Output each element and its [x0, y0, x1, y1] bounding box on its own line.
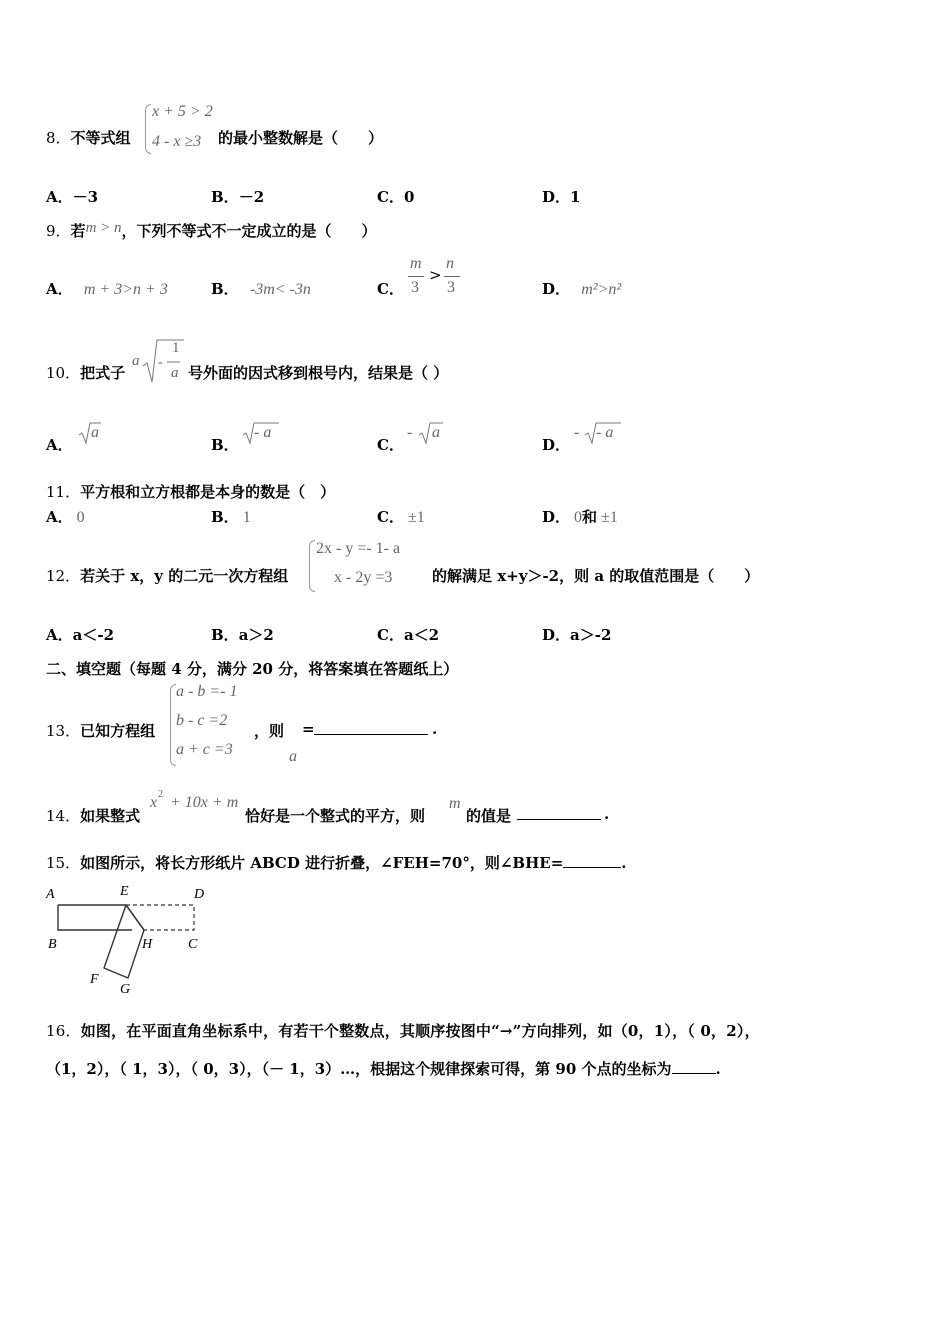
q8-stem	[46, 127, 131, 148]
q14-expr-rest: + 10x + m	[170, 794, 239, 811]
q14-mid: 恰好是一个整式的平方，则	[245, 807, 426, 825]
q8-sys-line1: x + 5 > 2	[152, 103, 213, 120]
q13-sys-line2: b - c =2	[176, 712, 228, 729]
q10-frac-den: a	[171, 365, 179, 381]
q10-d-radicand: - a	[596, 424, 614, 441]
q9-c-op: >	[429, 266, 442, 284]
q9-c-num1: m	[410, 255, 422, 272]
label-e: E	[120, 884, 129, 899]
q13-eq: =	[302, 720, 315, 738]
q10-frac-num: 1	[172, 340, 180, 356]
q12-post: 的解满足 x+y＞-2，则 a 的取值范围是（ ）	[432, 567, 760, 585]
q15-answer-blank[interactable]	[563, 853, 621, 868]
q12-stem: 12．若关于 x，y 的二元一次方程组	[46, 567, 289, 585]
q14-stem: 14．如果整式	[46, 807, 141, 825]
q9-c-den1: 3	[411, 279, 419, 296]
q12-option-d[interactable]: D．a＞-2	[542, 626, 612, 644]
label-c: C	[188, 937, 198, 952]
q10-option-a[interactable]: A．	[46, 436, 73, 454]
q9-option-c-label[interactable]: C．	[377, 280, 404, 298]
q14-expr-sup: 2	[158, 789, 163, 800]
q11-option-d[interactable]: D． 0和 ±1	[542, 508, 618, 526]
label-d: D	[194, 887, 205, 902]
q13-den: a	[289, 748, 297, 765]
q8-option-a[interactable]: A．－3	[46, 188, 99, 206]
q9-c-bar2	[444, 276, 460, 277]
q14-expr-x: x	[150, 794, 158, 811]
q8-option-d[interactable]: D．1	[542, 188, 581, 206]
q16-line2: （1，2），（ 1，3），（ 0，3），（－ 1，3）…，根据这个规律探索可得，第 90 个点的坐标为 .	[46, 1060, 721, 1078]
q8-brace	[145, 104, 151, 154]
q9-option-a[interactable]: A． m + 3>n + 3	[46, 280, 168, 298]
q14-post: 的值是	[466, 807, 512, 825]
label-b: B	[48, 937, 57, 952]
q14-var: m	[449, 795, 461, 812]
q10-option-c[interactable]: C．	[377, 436, 404, 454]
q13-end: .	[432, 720, 438, 738]
q13-sys-line1: a - b =- 1	[176, 683, 238, 700]
q16-line1: 16．如图，在平面直角坐标系中，有若干个整数点，其顺序按图中“→”方向排列，如（0，1），（ 0，2），	[46, 1022, 760, 1040]
q9-c-bar1	[408, 276, 424, 277]
q13-sys-line3: a + c =3	[176, 741, 233, 758]
q10-a-radicand: a	[91, 424, 99, 441]
q10-b-radicand: - a	[254, 424, 272, 441]
section-2-title: 二、填空题（每题 4 分，满分 20 分，将答案填在答题纸上）	[46, 660, 459, 678]
q8-number: 8．	[46, 129, 71, 147]
q13-stem: 13．已知方程组	[46, 722, 156, 740]
label-h: H	[142, 937, 153, 952]
q10-post: 号外面的因式移到根号内，结果是（ ）	[188, 364, 449, 382]
q8-pre: 不等式组	[70, 129, 131, 147]
q10-option-d[interactable]: D．	[542, 436, 571, 454]
q8-sys-line2: 4 - x ≥3	[152, 133, 202, 150]
q8-option-c[interactable]: C．0	[377, 188, 415, 206]
q10-c-radicand: a	[432, 424, 440, 441]
q10-option-b[interactable]: B．	[211, 436, 239, 454]
q13-answer-blank[interactable]	[314, 720, 428, 735]
label-g: G	[120, 982, 131, 997]
q10-c-radical-icon	[418, 421, 444, 445]
q9-c-num2: n	[446, 255, 454, 272]
q12-sys-line2: x - 2y =3	[334, 569, 393, 586]
q11-option-b[interactable]: B． 1	[211, 508, 251, 526]
q8-post: 的最小整数解是（ ）	[218, 129, 384, 147]
q10-sign: -	[158, 355, 163, 370]
folded-flap	[104, 905, 144, 978]
q12-option-a[interactable]: A．a＜-2	[46, 626, 115, 644]
q10-d-sign: -	[574, 424, 580, 441]
q14-end: .	[604, 805, 610, 823]
q9-c-den2: 3	[447, 279, 455, 296]
q8-option-b[interactable]: B．－2	[211, 188, 265, 206]
q12-option-c[interactable]: C．a＜2	[377, 626, 440, 644]
q12-brace	[309, 540, 315, 592]
q11-stem: 11．平方根和立方根都是本身的数是（ ）	[46, 483, 336, 501]
q16-answer-blank[interactable]	[672, 1059, 716, 1074]
fold-dashed-part	[126, 905, 194, 930]
q10-coef: a	[132, 353, 140, 369]
q9-option-d[interactable]: D． m²>n²	[542, 280, 622, 298]
q10-c-sign: -	[407, 424, 413, 441]
q11-option-a[interactable]: A． 0	[46, 508, 85, 526]
q9-condition: m > n	[85, 220, 122, 236]
q14-answer-blank[interactable]	[517, 805, 601, 820]
q10-stem-left: 10．把式子	[46, 364, 126, 382]
q15-stem: 15．如图所示，将长方形纸片 ABCD 进行折叠，∠FEH=70°，则∠BHE= .	[46, 854, 627, 872]
q15-figure	[44, 880, 216, 998]
q13-mid: ，则	[254, 722, 285, 740]
label-a: A	[46, 887, 55, 902]
label-f: F	[90, 972, 99, 987]
q12-option-b[interactable]: B．a＞2	[211, 626, 274, 644]
q11-option-c[interactable]: C． ±1	[377, 508, 425, 526]
q9-stem: 9．若m > n，下列不等式不一定成立的是（ ）	[46, 220, 377, 240]
q9-option-b[interactable]: B． -3m< -3n	[211, 280, 311, 298]
q12-sys-line1: 2x - y =- 1- a	[316, 540, 401, 557]
